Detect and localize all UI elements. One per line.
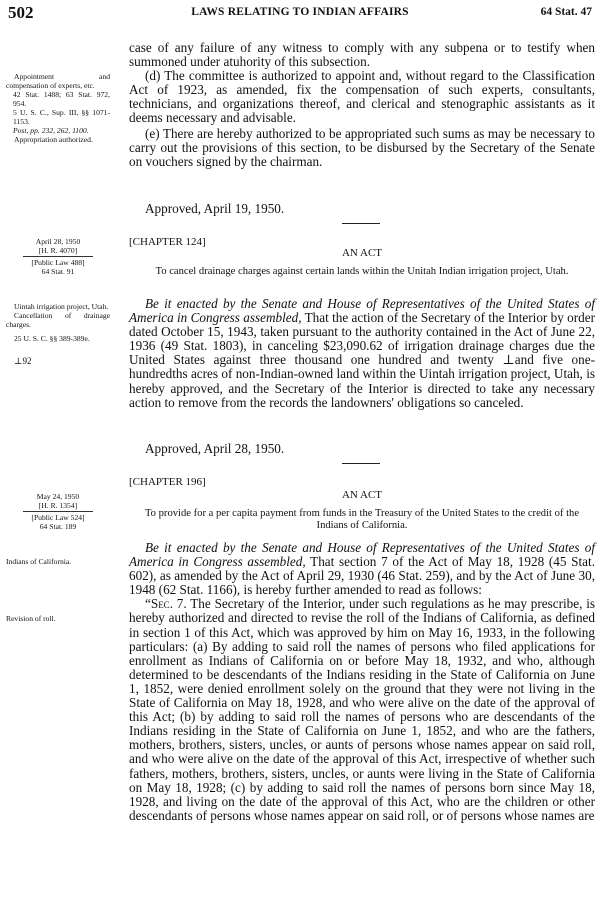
act-heading: AN ACT — [341, 489, 383, 501]
margin-note: Cancellation of drainage charges. — [6, 311, 110, 329]
page-number: 502 — [8, 3, 34, 22]
act-heading: AN ACT — [341, 247, 383, 259]
approval-line: Approved, April 28, 1950. — [145, 441, 285, 456]
enacting-clause: Be it enacted by the Senate and House of Representatives of the United States of America in Congress assembled, — [129, 296, 595, 326]
margin-note: Indians of California. — [6, 557, 72, 566]
margin-note: Revision of roll. — [6, 614, 56, 623]
margin-citation: 25 U. S. C. §§ 389-389e. — [14, 334, 90, 343]
margin-note: Appointment and compensation of experts, etc. — [6, 72, 110, 90]
chapter-heading: [CHAPTER 196] — [129, 476, 206, 488]
top-section-body — [129, 41, 595, 169]
act-title: To provide for a per capita payment from funds in the Treasury of the United States to the credit of the Indians of California. — [144, 508, 580, 531]
enacting-text: That section 7 of the Act of May 18, 1928 (45 Stat. 602), as amended by the Act of April 29, 1930 (46 Stat. 259), and by the Act of June 30, 1948 (62 Stat. 1166), is hereby further amended to read as follows: — [129, 554, 595, 598]
section-text: The Secretary of the Interior, under such regulations as he may prescribe, is hereby authorized and directed to revise the roll of the Indians of California, as defined in section 1 of this Act, which was approved by him on May 16, 1933, in the following particulars: (a) By adding to said roll the names of persons who filed applications for enrollment as Indians of California on or before May 18, 1932, and who, although determined to be descendants of the Indians residing in the State of California on June 1, 1852, were denied enrollment solely on the ground that they were not living in the State of California on May 18, 1928, and who were alive on the date of the approval of this Act; (b) by adding to said roll the names of persons who are descendants of the Indians residing in the State of California on June 1, 1852, and who are the fathers, mothers, brothers, sisters, uncles, or aunts of persons whose names appear on said roll, and who were alive on the date of the approval of this Act, irrespective of whether such fathers, mothers, brothers, sisters, uncles, or aunts were living in the State of California on May 18, 1928; (c) by adding to said roll the names of persons born since May 18, 1928, and living on the date of the approval of this Act, who are the children or other descendants of persons whose names appear on said roll, or of persons whose names are — [129, 596, 595, 823]
approval-line: Approved, April 19, 1950. — [145, 201, 285, 216]
enacting-paragraph — [129, 297, 595, 410]
bill-number: [H. R. 1354] — [38, 501, 78, 510]
bill-number: [H. R. 4070] — [38, 246, 78, 255]
margin-rule — [23, 256, 93, 257]
page-header — [8, 3, 592, 25]
section-label: “Sec. 7. — [145, 596, 187, 612]
section-paragraph — [129, 597, 595, 823]
paragraph: (d) The committee is authorized to appoint and, without regard to the Classification Act of 1923, as amended, fix the compensation of such experts, consultants, technicians, and organizations thereof, and clerical and stenographic assistants as it deems necessary and advisable. — [129, 68, 595, 126]
margin-rule — [23, 511, 93, 512]
margin-notes-top — [6, 72, 110, 144]
enactment-date: May 24, 1950 — [36, 492, 80, 501]
chapter-heading: [CHAPTER 124] — [129, 236, 206, 248]
margin-chapter-124-ref — [6, 237, 110, 276]
margin-notes-124 — [6, 302, 110, 366]
enacting-text: That the action of the Secretary of the Interior by order dated October 15, 1943, taken pursuant to the authority contained in the Act of June 22, 1936 (49 Stat. 1803), in canceling $23,090.62 of irrigation drainage charges due the United States against three thousand one hundred and twenty ⊥and five one-hundredths acres of non-Indian-owned land within the Uintah irrigation project, Utah, is hereby approved, and the Secretary of the Interior is directed to take any necessary action to remove from the records the landowners' obligations so canceled. — [129, 310, 595, 410]
statute-page: 64 Stat. 91 — [41, 267, 75, 276]
margin-note: Uintah irrigation project, Utah. — [14, 302, 109, 311]
enacting-clause: Be it enacted by the Senate and House of Representatives of the United States of America in Congress assembled, — [129, 540, 595, 570]
paragraph: case of any failure of any witness to comply with any subpena or to testify when summoned under atuhority of this subsection. — [129, 40, 595, 70]
statute-page: 64 Stat. 189 — [39, 522, 77, 531]
section-divider — [342, 223, 380, 224]
page-marker: ⊥92 — [14, 356, 32, 366]
enacting-paragraph — [129, 541, 595, 597]
paragraph: (e) There are hereby authorized to be appropriated such sums as may be necessary to carry out the provisions of this section, to be disbursed by the Secretary of the Senate on vouchers signed by the chairman. — [129, 125, 595, 169]
running-title: LAWS RELATING TO INDIAN AFFAIRS — [191, 6, 409, 18]
section-divider — [342, 463, 380, 464]
public-law: [Public Law 488] — [31, 258, 85, 267]
margin-note-196-a — [6, 557, 110, 566]
chapter-196-body — [129, 541, 595, 823]
margin-note: Appropriation authorized. — [14, 135, 93, 144]
statute-reference: 64 Stat. 47 — [540, 6, 592, 18]
margin-note-196-b — [6, 614, 110, 623]
enactment-date: April 28, 1950 — [35, 237, 81, 246]
margin-citation: 42 Stat. 1488; 63 Stat. 972, 954. — [13, 90, 110, 108]
margin-citation: 5 U. S. C., Sup. III, §§ 1071-1153. — [13, 108, 110, 126]
margin-chapter-196-ref — [6, 492, 110, 531]
margin-citation: Post, pp. 232, 262, 1100. — [13, 126, 89, 135]
act-title: To cancel drainage charges against certain lands within the Unitah Indian irrigation project, Utah. — [155, 266, 569, 277]
public-law: [Public Law 524] — [31, 513, 85, 522]
chapter-124-body — [129, 297, 595, 410]
